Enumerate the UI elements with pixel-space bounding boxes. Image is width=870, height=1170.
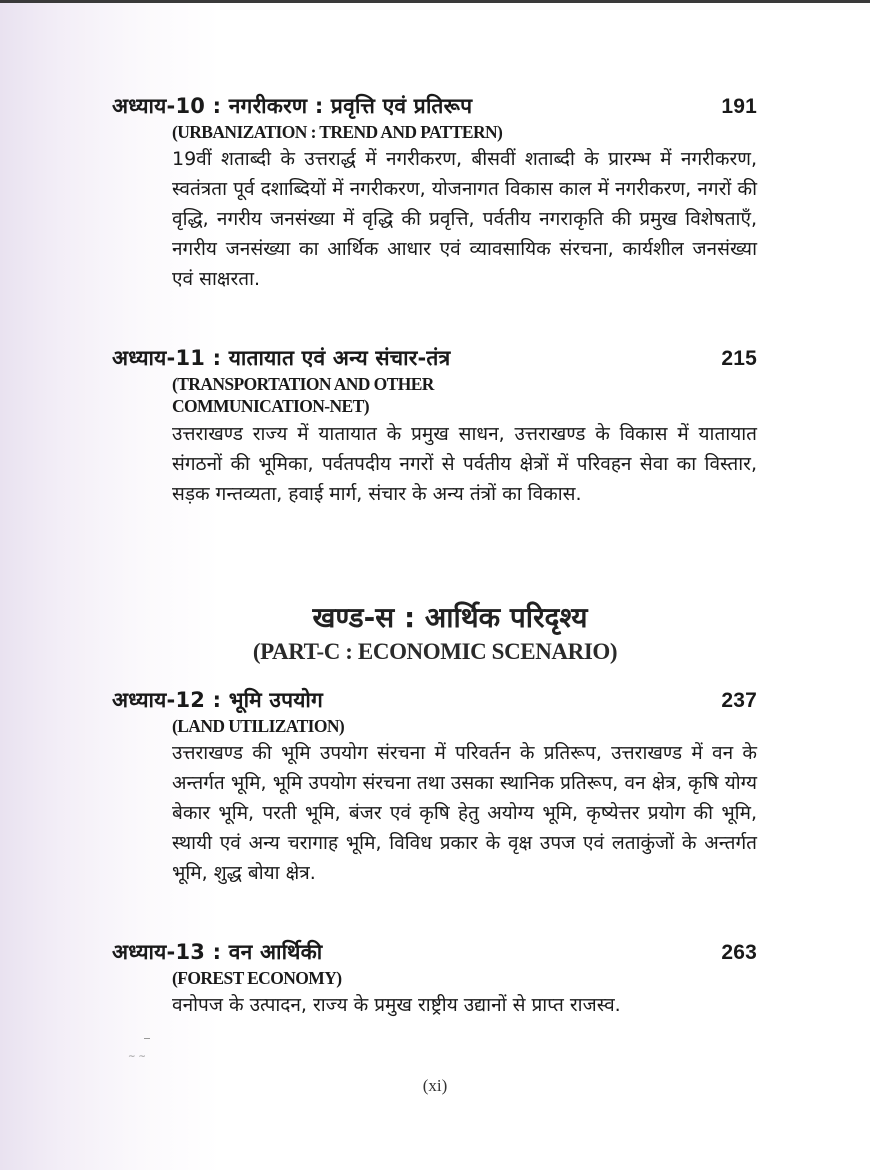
page-number: 215 [721, 347, 757, 370]
toc-entry-chapter-10 [112, 92, 757, 294]
toc-entry-chapter-11 [112, 344, 757, 509]
toc-entry-chapter-12 [112, 686, 757, 888]
print-speck [144, 1038, 150, 1039]
part-title-english: (PART-C : ECONOMIC SCENARIO) [252, 639, 618, 664]
chapter-english-title: (URBANIZATION : TREND AND PATTERN) [172, 122, 503, 142]
part-title-hindi: खण्ड-स : आर्थिक परिदृश्य [312, 601, 588, 634]
chapter-english-title: (FOREST ECONOMY) [172, 968, 342, 988]
page-number: 263 [721, 941, 757, 964]
chapter-heading [112, 344, 757, 373]
page-number: 237 [721, 689, 757, 712]
page-number: 191 [721, 95, 757, 118]
chapter-summary: उत्तराखण्ड राज्य में यातायात के प्रमुख साधन, उत्तराखण्ड के विकास में यातायात संगठनों की भूमिका, पर्वतपदीय नगरों से पर्वतीय क्षेत्रों में परिवहन सेवा का विस्तार, सड़क गन्तव्यता, हवाई मार्ग, संचार के अन्य तंत्रों का विकास. [172, 423, 757, 505]
part-heading [0, 600, 870, 668]
chapter-summary: वनोपज के उत्पादन, राज्य के प्रमुख राष्ट्रीय उद्यानों से प्राप्त राजस्व. [172, 994, 621, 1016]
chapter-summary: उत्तराखण्ड की भूमि उपयोग संरचना में परिवर्तन के प्रतिरूप, उत्तराखण्ड में वन के अन्तर्गत भूमि, भूमि उपयोग संरचना तथा उसका स्थानिक प्रतिरूप, वन क्षेत्र, कृषि योग्य बेकार भूमि, परती भूमि, बंजर एवं कृषि हेतु अयोग्य भूमि, कृष्येत्तर प्रयोग की भूमि, स्थायी एवं अन्य चरागाह भूमि, विविध प्रकार के वृक्ष उपज एवं लताकुंजों के अन्तर्गत भूमि, शुद्ध बोया क्षेत्र. [172, 742, 757, 884]
folio-page-number: (xi) [422, 1076, 448, 1095]
chapter-title: अध्याय-10 : नगरीकरण : प्रवृत्ति एवं प्रतिरूप [112, 94, 473, 118]
toc-entry-chapter-13 [112, 938, 757, 1020]
chapter-summary: 19वीं शताब्दी के उत्तरार्द्ध में नगरीकरण, बीसवीं शताब्दी के प्रारम्भ में नगरीकरण, स्वतंत्रता पूर्व दशाब्दियों में नगरीकरण, योजनागत विकास काल में नगरीकरण, नगरों की वृद्धि, नगरीय जनसंख्या में वृद्धि की प्रवृत्ति, पर्वतीय नगराकृति की प्रमुख विशेषताएँ, नगरीय जनसंख्या का आर्थिक आधार एवं व्यावसायिक संरचना, कार्यशील जनसंख्या एवं साक्षरता. [172, 148, 757, 290]
chapter-title: अध्याय-11 : यातायात एवं अन्य संचार-तंत्र [112, 346, 451, 370]
chapter-heading [112, 92, 757, 121]
chapter-english-title: (LAND UTILIZATION) [172, 716, 345, 736]
chapter-english-title-line-1: (TRANSPORTATION AND OTHER [172, 374, 434, 394]
chapter-english-title-line-2: COMMUNICATION-NET) [172, 396, 369, 416]
chapter-title: अध्याय-12 : भूमि उपयोग [112, 688, 324, 712]
chapter-heading [112, 686, 757, 715]
chapter-title: अध्याय-13 : वन आर्थिकी [112, 940, 323, 964]
chapter-heading [112, 938, 757, 967]
print-specks: ~ ~ [128, 1052, 146, 1062]
